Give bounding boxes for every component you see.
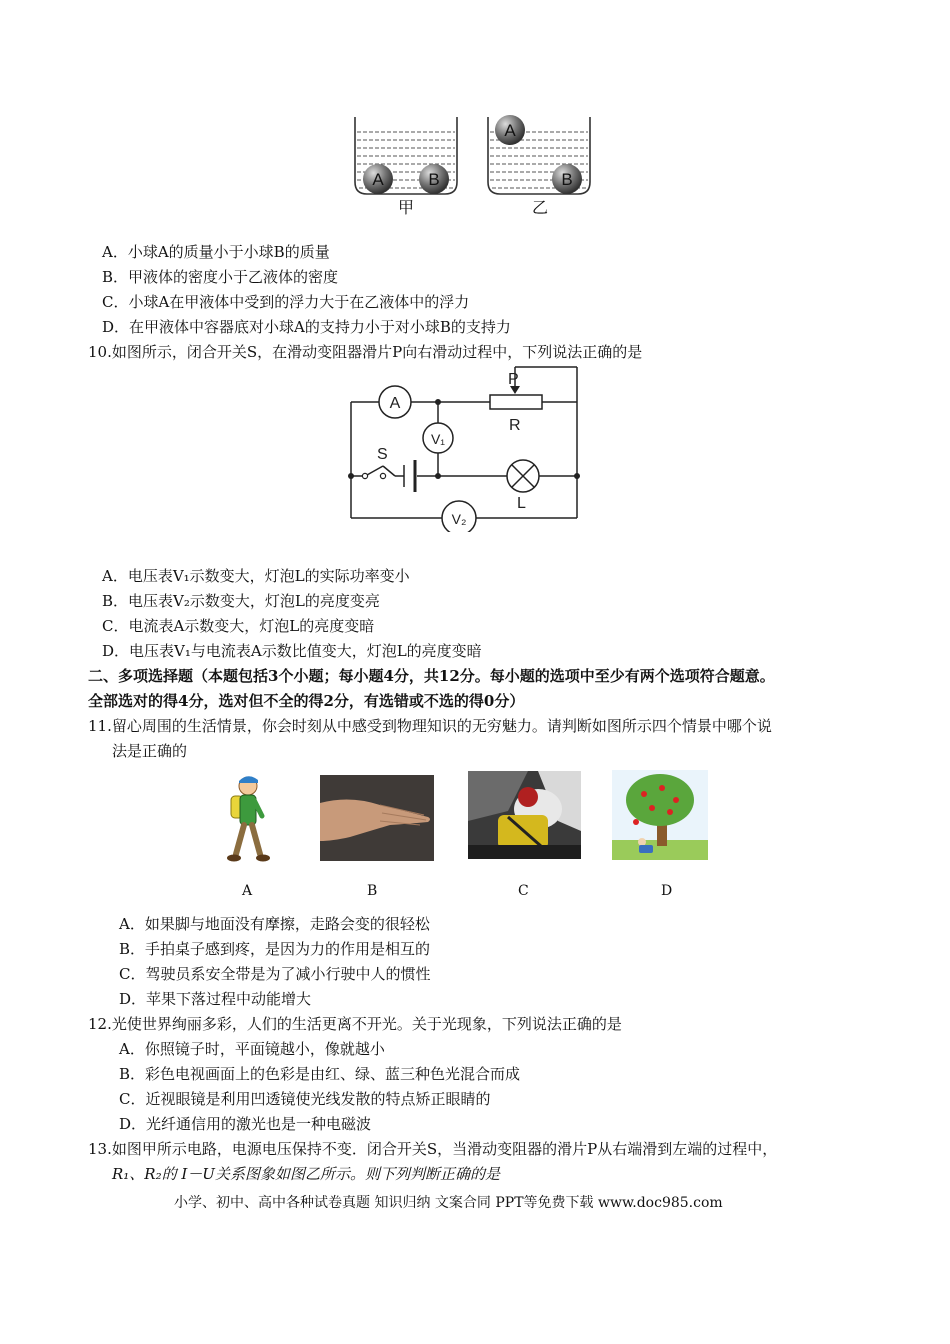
q10-option-d: D．电压表V₁与电流表A示数比值变大，灯泡L的亮度变暗 xyxy=(102,642,482,660)
section2-heading-line2: 全部选对的得4分，选对但不全的得2分，有选错或不选的得0分） xyxy=(88,692,525,710)
q12-option-c: C．近视眼镜是利用凹透镜使光线发散的特点矫正眼睛的 xyxy=(119,1090,491,1108)
q11-stem-line2: 法是正确的 xyxy=(112,742,188,760)
q13-stem-line2: R₁、R₂的 I－U关系图象如图乙所示。则下列判断正确的是 xyxy=(112,1165,500,1183)
svg-text:B: B xyxy=(428,170,440,189)
q11-stem-line1: 11.留心周围的生活情景，你会时刻从中感受到物理知识的无穷魅力。请判断如图所示四个情景中哪个说 xyxy=(88,717,772,735)
label-l: L xyxy=(517,495,526,512)
q10-stem: 10.如图所示，闭合开关S，在滑动变阻器滑片P向右滑动过程中，下列说法正确的是 xyxy=(88,343,643,361)
hand-on-table-image xyxy=(320,775,434,861)
section2-heading-line1: 二、多项选择题（本题包括3个小题；每小题4分，共12分。每小题的选项中至少有两个选项符合题意。 xyxy=(88,667,775,685)
q12-option-a: A．你照镜子时，平面镜越小，像就越小 xyxy=(119,1040,385,1058)
ball-a-yi xyxy=(495,115,525,145)
q12-stem: 12.光使世界绚丽多彩，人们的生活更离不开光。关于光现象，下列说法正确的是 xyxy=(88,1015,622,1033)
q9-option-c: C．小球A在甲液体中受到的浮力大于在乙液体中的浮力 xyxy=(102,293,470,311)
q10-option-c: C．电流表A示数变大，灯泡L的亮度变暗 xyxy=(102,617,375,635)
q11-option-a: A．如果脚与地面没有摩擦，走路会变的很轻松 xyxy=(119,915,430,933)
circuit-diagram xyxy=(345,362,585,532)
walking-boy-image xyxy=(222,770,274,866)
q13-stem-line1: 13.如图甲所示电路，电源电压保持不变．闭合开关S，当滑动变阻器的滑片P从右端滑到左端的过程中， xyxy=(88,1140,778,1158)
svg-text:V₂: V₂ xyxy=(451,511,467,527)
q11-option-b: B．手拍桌子感到疼，是因为力的作用是相互的 xyxy=(119,940,431,958)
q11-caption-d: D xyxy=(661,883,673,899)
label-p: P xyxy=(508,371,519,388)
svg-text:A: A xyxy=(372,170,384,189)
q11-caption-c: C xyxy=(518,883,529,899)
q12-option-b: B．彩色电视画面上的色彩是由红、绿、蓝三种色光混合而成 xyxy=(119,1065,521,1083)
svg-text:A: A xyxy=(504,121,516,140)
q9-option-d: D．在甲液体中容器底对小球A的支持力小于对小球B的支持力 xyxy=(102,318,511,336)
switch-icon xyxy=(362,473,367,478)
q10-option-b: B．电压表V₂示数变大，灯泡L的亮度变亮 xyxy=(102,592,380,610)
q10-option-a: A．电压表V₁示数变大，灯泡L的实际功率变小 xyxy=(102,567,410,585)
driver-airbag-image xyxy=(468,771,581,859)
ball-b-jia xyxy=(419,164,449,194)
q11-caption-b: B xyxy=(367,883,378,899)
ball-a-jia xyxy=(363,164,393,194)
page-footer: 小学、初中、高中各种试卷真题 知识归纳 文案合同 PPT等免费下载 www.doc985.com xyxy=(174,1195,723,1211)
svg-text:V₁: V₁ xyxy=(430,431,446,447)
q9-option-a: A．小球A的质量小于小球B的质量 xyxy=(102,243,330,261)
q9-option-b: B．甲液体的密度小于乙液体的密度 xyxy=(102,268,339,286)
svg-text:A: A xyxy=(389,395,401,412)
label-yi: 乙 xyxy=(531,198,549,217)
label-s: S xyxy=(377,446,388,463)
label-jia: 甲 xyxy=(397,198,415,217)
q11-caption-a: A xyxy=(242,883,253,899)
apple-tree-image xyxy=(612,770,708,860)
ball-b-yi xyxy=(552,164,582,194)
svg-text:B: B xyxy=(561,170,573,189)
beakers-figure xyxy=(350,112,610,220)
q11-option-d: D．苹果下落过程中动能增大 xyxy=(119,990,312,1008)
q11-option-c: C．驾驶员系安全带是为了减小行驶中人的惯性 xyxy=(119,965,431,983)
q12-option-d: D．光纤通信用的激光也是一种电磁波 xyxy=(119,1115,372,1133)
label-r: R xyxy=(509,417,521,434)
